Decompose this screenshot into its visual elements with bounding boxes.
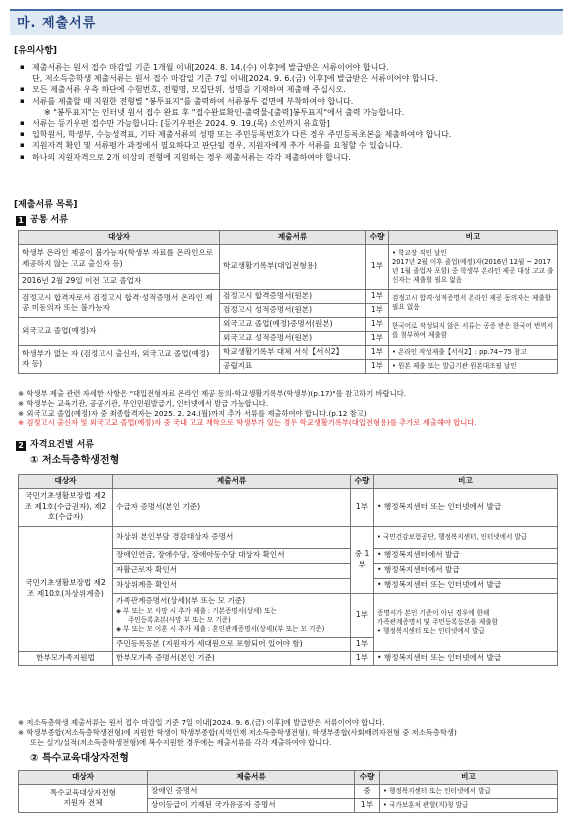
cell-target: 외국고교 졸업(예정)자 <box>19 317 220 345</box>
cell-target <box>19 784 148 812</box>
cell-target: 학생부 온라인 제공이 불가능자(학생부 자료를 온라인으로 제공하지 않는 고교 출신자 등) <box>19 244 220 273</box>
cell-note: • 온라인 작성제출【서식2】: pp.74~75 참고 <box>389 345 558 359</box>
sec2-sub1-title: ① 저소득층학생전형 <box>30 455 120 466</box>
note-line: • 학교장 직인 날인 <box>392 248 447 257</box>
sec1-title: 공통 서류 <box>30 215 68 225</box>
cell-note: • 행정복지센터 또는 인터넷에서 발급 <box>374 651 558 665</box>
caution-item: ▪ 입학원서, 학생부, 수능성적표, 기타 제출서류의 성명 또는 주민등록번호가 다른 경우 주민등록초본을 제출하여야 합니다. <box>18 129 563 140</box>
cell-note: 한국어로 작성되지 않은 서류는 공증 받은 한국어 번역서를 첨부하여 제출함 <box>389 317 558 345</box>
cell-doc: 장애인연금, 장애수당, 장애아동수당 대상자 확인서 <box>113 548 351 563</box>
target-line: 지원자 전체 <box>63 798 103 807</box>
caution-item: ▪ 지원자격 확인 및 서류평가 과정에서 필요하다고 판단될 경우, 지원자에게 추가 서류를 요청할 수 있습니다. <box>18 140 563 151</box>
col-header-doc: 제출서류 <box>220 231 366 245</box>
table-row <box>19 345 558 359</box>
cell-note <box>389 244 558 289</box>
footnote: 또는 실기/실적(저소득층학생전형)에 복수지원한 경우에는 제출서류를 각각 제출하여야 합니다. <box>30 738 332 747</box>
cell-note: • 국민건강보험공단, 행정복지센터, 인터넷에서 발급 <box>374 526 558 548</box>
cell-qty: 1부 <box>355 798 380 812</box>
caution-heading: [유의사항] <box>14 46 58 56</box>
cell-doc: 자활근로자 확인서 <box>113 563 351 578</box>
cell-note: • 행정복지센터 또는 인터넷에서 발급 <box>374 578 558 593</box>
footnote: ※ 외국고교 졸업(예정)자 중 최종합격자는 2025. 2. 24.(월)까지 추가 서류를 제출하여야 합니다.(p.12 참고) <box>18 408 367 418</box>
col-header-note: 비고 <box>389 231 558 245</box>
table-row <box>19 784 558 798</box>
cell-qty: 1부 <box>366 303 389 317</box>
sec1-heading <box>16 215 68 226</box>
cell-doc: 검정고시 합격증명서(원본) <box>220 289 366 303</box>
col-header-target: 대상자 <box>19 475 113 489</box>
footnote: ※ 검정고시 출신자 및 외국고교 졸업(예정)자 중 국내 고교 재학으로 학생부가 있는 경우 학교생활기록부(대입전형용)를 추가로 제출해야 합니다. <box>18 418 477 428</box>
cell-target: 한부모가족지원법 <box>19 651 113 665</box>
cell-doc: 한부모가족 증명서(본인 기준) <box>113 651 351 665</box>
cell-doc: 검정고시 성적증명서(원본) <box>220 303 366 317</box>
cell-qty: 1부 <box>366 317 389 331</box>
table-header-row <box>19 231 558 245</box>
cell-qty: 1부 <box>366 359 389 373</box>
sec2-number: 2 <box>16 441 26 451</box>
cell-note: • 국가보훈처 관할(지)청 발급 <box>380 798 558 812</box>
caution-item: ▪ 하나의 지원자격으로 2개 이상의 전형에 지원하는 경우 제출서류는 각각 제출하여야 합니다. <box>18 152 563 163</box>
cell-doc: 주민등록등본 (지원자가 세대원으로 포함되어 있어야 함) <box>113 637 351 651</box>
caution-item: ▪ 제출서류는 원서 접수 마감일 기준 1개월 이내[2024. 8. 14.(수) 이후]에 발급받은 서류이어야 합니다. <box>18 62 563 73</box>
caution-item: ▪ 서류를 제출할 때 지원한 전형별 "봉투표지"를 출력하여 서류봉투 겉면에 부착하여야 합니다. <box>18 96 563 107</box>
caution-item: 단, 저소득층학생 제출서류는 원서 접수 마감일 기준 7일 이내[2024. 9. 6.(금) 이후]에 발급받은 서류이어야 합니다. <box>32 74 438 84</box>
common-docs-table <box>18 230 558 374</box>
cell-doc: 학교생활기록부(대입전형용) <box>220 244 366 289</box>
cell-note <box>374 593 558 651</box>
cell-doc: 차상위 본인부담 경감대상자 증명서 <box>113 526 351 548</box>
footnote: ※ 학생부종합(저소득층학생전형)에 지원한 학생이 학생부종합(지역인재 저소득층학생전형), 학생부종합(사회배려자전형 중 저소득층학생) <box>18 728 457 737</box>
table-row <box>19 244 558 273</box>
note-line: • 행정복지센터 또는 인터넷에서 발급 <box>377 626 485 635</box>
cell-qty: 1부 <box>351 488 374 526</box>
cell-note: • 행정복지센터에서 발급 <box>374 548 558 563</box>
cell-target: 검정고시 합격자로서 검정고시 합격·성적증명서 온라인 제공 미동의자 또는 불가능자 <box>19 289 220 317</box>
cell-target: 2016년 2월 29일 이전 고교 졸업자 <box>19 273 220 289</box>
col-header-target: 대상자 <box>19 771 148 785</box>
cell-qty: 중 1부 <box>351 526 374 593</box>
table-row <box>19 488 558 526</box>
table-header-row <box>19 771 558 785</box>
cell-doc: 장애인 증명서 <box>148 784 355 798</box>
footnote: ※ 학생부는 교육기관, 공공기관, 무인민원발급기, 인터넷에서 발급 가능합니다. <box>18 398 269 408</box>
table-row <box>19 317 558 331</box>
cell-qty: 중 <box>355 784 380 798</box>
sec2-sub2-title: ② 특수교육대상자전형 <box>30 753 129 764</box>
footnote: ※ 저소득층학생 제출서류는 원서 접수 마감일 기준 7일 이내[2024. 9. 6.(금) 이후]에 발급받은 서류이어야 합니다. <box>18 718 385 727</box>
cell-qty: 1부 <box>351 637 374 651</box>
target-line: 특수교육대상자전형 <box>49 787 117 797</box>
caution-list <box>18 62 563 163</box>
cell-note: • 행정복지센터 또는 인터넷에서 발급 <box>380 784 558 798</box>
col-header-target: 대상자 <box>19 231 220 245</box>
table-row <box>19 289 558 303</box>
col-header-doc: 제출서류 <box>113 475 351 489</box>
doc-line: 주민등록초본(사망 부 또는 모 기준) <box>128 615 231 624</box>
cell-note: • 행정복지센터에서 발급 <box>374 563 558 578</box>
doc-line: ◈ 부 또는 모 이혼 시 추가 제출 : 혼인관계증명서(상세)(부 또는 모 기준) <box>116 624 325 633</box>
cell-note: • 원본 제출 또는 발급기관 원본대조필 날인 <box>389 359 558 373</box>
cell-note: 검정고시 합격·성적증명서 온라인 제공 동의자는 제출할 필요 없음 <box>389 289 558 317</box>
sec2-title: 자격요건별 서류 <box>30 440 94 450</box>
cell-doc: 수급자 증명서(본인 기준) <box>113 488 351 526</box>
col-header-qty: 수량 <box>355 771 380 785</box>
cell-qty: 1부 <box>366 331 389 345</box>
sec1-number: 1 <box>16 216 26 226</box>
footnote: ※ 학생부 제출 관련 자세한 사항은 "대입전형자료 온라인 제공 동의-학교생활기록부(학생부)(p.17)"를 참고하기 바랍니다. <box>18 389 407 398</box>
doclist-heading: [제출서류 목록] <box>14 200 78 210</box>
cell-qty: 1부 <box>351 651 374 665</box>
col-header-qty: 수량 <box>351 475 374 489</box>
cell-qty: 1부 <box>366 244 389 289</box>
cell-note: • 행정복지센터 또는 인터넷에서 발급 <box>374 488 558 526</box>
note-line: 가족관계증명서 및 주민등록등본을 제출함 <box>377 617 498 626</box>
cell-target: 학생부가 없는 자 (검정고시 출신자, 외국고교 졸업(예정)자 등) <box>19 345 220 373</box>
note-line: 증명서가 본인 기준이 아닌 경우에 한해 <box>377 608 490 617</box>
cell-qty: 1부 <box>366 289 389 303</box>
section-title-bar <box>10 9 563 35</box>
cell-qty: 1부 <box>366 345 389 359</box>
table-header-row <box>19 475 558 489</box>
cell-doc: 외국고교 졸업(예정)증명서(원본) <box>220 317 366 331</box>
cell-doc: 상이등급이 기재된 국가유공자 증명서 <box>148 798 355 812</box>
doc-line: ◈ 부 또는 모 사망 시 추가 제출 : 기본증명서(상세) 또는 <box>116 606 277 615</box>
cell-doc: 학교생활기록부 대체 서식【서식2】 <box>220 345 366 359</box>
col-header-note: 비고 <box>380 771 558 785</box>
caution-item: ▪ 서류는 등기우편 접수만 가능합니다: [등기우편은 2024. 9. 19.(목) 소인까지 유효함] <box>18 118 563 129</box>
col-header-doc: 제출서류 <box>148 771 355 785</box>
cell-doc <box>113 593 351 637</box>
col-header-note: 비고 <box>374 475 558 489</box>
cell-qty: 1부 <box>351 593 374 637</box>
sec2-heading <box>16 440 94 451</box>
cell-doc: 공립지표 <box>220 359 366 373</box>
low-income-docs-table <box>18 474 558 666</box>
special-edu-docs-table <box>18 770 558 813</box>
page-title: 마. 제출서류 <box>17 16 97 31</box>
table-row <box>19 526 558 548</box>
cell-doc: 차상위계층 확인서 <box>113 578 351 593</box>
cell-doc: 외국고교 성적증명서(원본) <box>220 331 366 345</box>
cell-target: 국민기초생활보장법 제2조 제10호(차상위계층) <box>19 526 113 651</box>
col-header-qty: 수량 <box>366 231 389 245</box>
caution-item: ▪ 모든 제출서류 우측 하단에 수험번호, 전형명, 모집단위, 성명을 기재하여 제출해 주십시오. <box>18 84 563 95</box>
cell-target: 국민기초생활보장법 제2조 제1호(수급권자), 제2호(수급자) <box>19 488 113 526</box>
doc-line: 가족관계증명서(상세)(부 또는 모 기준) <box>116 596 246 606</box>
note-line: 2017년 2월 이후 졸업(예정)자(2016년 12월 ~ 2017년 1월 졸업자 포함) 중 학생부 온라인 제공 대상 고교 출신자는 제출할 필요 없음 <box>392 257 554 284</box>
table-row <box>19 651 558 665</box>
caution-item: ※ "봉투표지"는 인터넷 원서 접수 완료 후 "접수완료확인-출력물-[출력]봉투표지"에서 출력 가능합니다. <box>44 107 405 117</box>
